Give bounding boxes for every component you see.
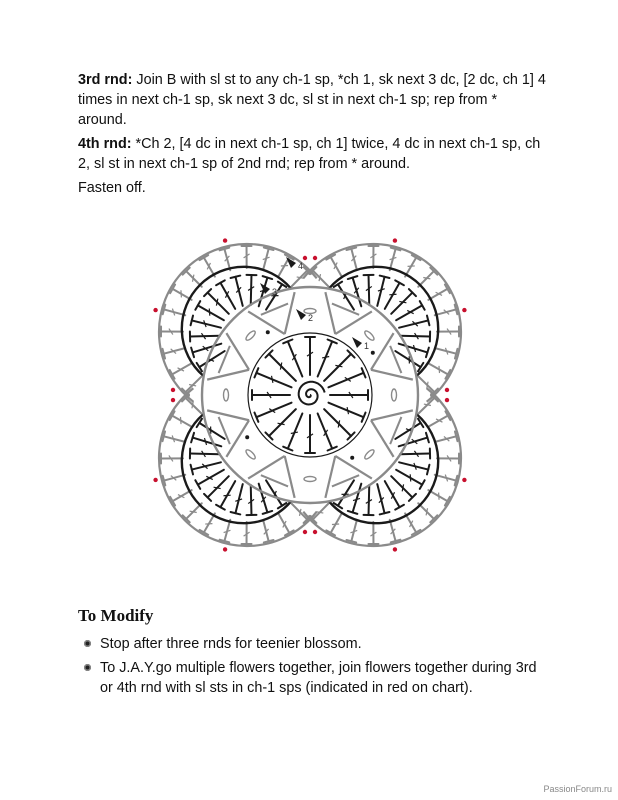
stitch-slash (402, 484, 403, 491)
cluster-bar (332, 304, 359, 315)
stitch-stem (186, 398, 202, 413)
round-3-text: Join B with sl st to any ch-1 sp, *ch 1, sk next 3 dc, [2 dc, ch 1] 4 times in next ch-1 sp, sk next 3 dc, sl st in next ch-1 sp; rep from * around. (78, 72, 546, 128)
stitch-stem (190, 454, 220, 455)
modify-item (78, 658, 548, 698)
stitch-stem (353, 278, 362, 307)
cluster-bar (261, 304, 288, 315)
to-modify-section (78, 606, 548, 702)
join-point (462, 478, 466, 482)
stitch-slash (281, 265, 288, 266)
join-point (313, 530, 317, 534)
to-modify-heading: To Modify (78, 606, 154, 625)
stitch-slash (209, 308, 210, 315)
cluster-bar (219, 417, 230, 444)
stitch-stem (328, 373, 363, 388)
stitch-stem (369, 275, 370, 305)
chain-loop (245, 448, 257, 460)
cluster-leg (207, 410, 249, 420)
stitch-bar (427, 316, 429, 326)
pattern-instructions (78, 70, 548, 202)
stitch-stem (318, 413, 333, 448)
stitch-stem (395, 423, 420, 439)
stitch-stem (198, 470, 224, 485)
join-point (223, 238, 227, 242)
stitch-slash (189, 384, 196, 385)
chain-loop (392, 389, 397, 401)
stitch-bar (191, 316, 193, 326)
stitch-slash (426, 508, 427, 515)
join-point (303, 530, 307, 534)
join-point (171, 388, 175, 392)
stitch-stem (266, 480, 282, 505)
stitch-stem (429, 416, 448, 427)
stitch-stem (400, 336, 430, 337)
stitch-stem (186, 377, 202, 392)
stitch-stem (328, 403, 363, 418)
stitch-stem (208, 476, 229, 497)
join-point (393, 547, 397, 551)
stitch-stem (390, 520, 396, 541)
stitch-stem (324, 409, 351, 436)
stitch-stem (318, 341, 333, 376)
stitch-stem (251, 485, 252, 515)
stitch-stem (190, 336, 220, 337)
chain-loop (363, 448, 375, 460)
stitch-stem (220, 481, 235, 507)
centre-spiral (299, 382, 325, 405)
stitch-slash (338, 420, 339, 427)
cluster-bar (332, 475, 359, 486)
stitch-bar (380, 512, 390, 514)
round-4-text: *Ch 2, [4 dc in next ch-1 sp, ch 1] twice, 4 dc in next ch-1 sp, ch 2, sl st in next ch-1 sp of 2nd rnd; rep from * around. (78, 136, 541, 172)
stitch-stem (391, 476, 412, 497)
stitch-bar (426, 433, 429, 443)
stitch-stem (256, 373, 291, 388)
stitch-stem (313, 504, 328, 520)
stitch-slash (389, 294, 396, 295)
cluster-leg (371, 370, 413, 380)
cluster-leg (285, 456, 295, 498)
slip-stitch-dot (350, 456, 354, 460)
stitch-stem (269, 409, 296, 436)
stitch-stem (193, 438, 222, 447)
arrow-icon (352, 337, 362, 348)
cluster-leg (325, 292, 335, 334)
stitch-stem (396, 305, 422, 320)
cluster-leg (325, 456, 335, 498)
chain-loop (363, 330, 375, 342)
stitch-bar (263, 276, 273, 279)
fasten-off-text: Fasten off. (78, 180, 146, 196)
chain-loop (224, 389, 229, 401)
stitch-stem (172, 364, 191, 375)
join-point (171, 398, 175, 402)
stitch-slash (319, 274, 320, 281)
stitch-bar (380, 276, 390, 278)
stitch-bar (191, 348, 194, 358)
round-number-label: 1 (364, 341, 370, 351)
stitch-slash (280, 363, 281, 370)
round-4-label: 4th rnd: (78, 136, 132, 152)
stitch-stem (164, 475, 185, 481)
stitch-stem (399, 320, 428, 327)
join-point (313, 256, 317, 260)
stitch-stem (353, 484, 362, 513)
join-point (393, 238, 397, 242)
bullet-icon (84, 664, 91, 671)
stitch-bar (191, 433, 194, 443)
slip-stitch-dot (245, 435, 249, 439)
stitch-stem (288, 413, 303, 448)
stitch-stem (324, 354, 351, 381)
join-point (153, 308, 157, 312)
round-number-label: 4 (298, 261, 304, 271)
modify-list (78, 634, 548, 698)
stitch-stem (224, 249, 230, 270)
stitch-slash (192, 275, 193, 282)
stitch-stem (331, 514, 342, 533)
stitch-stem (256, 403, 291, 418)
stitch-bar (191, 465, 193, 475)
stitch-bar (426, 348, 429, 358)
stitch-slash (192, 401, 193, 408)
watermark: PassionForum.ru (543, 784, 612, 794)
stitch-stem (259, 484, 268, 513)
stitch-stem (192, 462, 221, 469)
join-point (462, 308, 466, 312)
stitch-slash (335, 365, 342, 366)
stitch-stem (193, 344, 222, 353)
stitch-slash (291, 432, 298, 433)
stitch-slash (322, 357, 329, 358)
stitch-bar (231, 276, 241, 278)
stitch-stem (429, 364, 448, 375)
stitch-stem (331, 257, 342, 276)
stitch-stem (399, 344, 428, 353)
cluster-bar (219, 346, 230, 373)
join-point (445, 388, 449, 392)
stitch-slash (278, 423, 285, 424)
join-point (445, 398, 449, 402)
stitch-stem (279, 514, 290, 533)
stitch-stem (419, 398, 435, 413)
chain-loop (304, 477, 316, 482)
stitch-stem (395, 351, 420, 367)
round-3-instruction (78, 70, 548, 130)
stitch-bar (348, 276, 358, 279)
modify-item (78, 634, 548, 654)
round-number-label: 3 (272, 287, 278, 297)
stitch-stem (400, 454, 430, 455)
stitch-stem (399, 438, 428, 447)
round-1-stitches (248, 333, 372, 457)
stitch-stem (419, 377, 435, 392)
stitch-stem (385, 283, 400, 309)
stitch-bar (427, 465, 429, 475)
slip-stitch-dot (266, 330, 270, 334)
stitch-stem (172, 416, 191, 427)
stitch-bar (348, 511, 358, 514)
stitch-stem (199, 423, 224, 439)
bullet-icon (84, 640, 91, 647)
cluster-leg (207, 370, 249, 380)
round-number-label: 2 (308, 313, 314, 323)
stitch-slash (272, 376, 273, 383)
stitch-stem (338, 284, 354, 309)
stitch-slash (223, 495, 230, 496)
stitch-stem (198, 305, 224, 320)
stitch-stem (288, 341, 303, 376)
stitch-slash (180, 417, 181, 424)
cluster-bar (390, 346, 401, 373)
stitch-slash (410, 474, 411, 481)
stitch-slash (214, 487, 221, 488)
stitch-slash (332, 524, 339, 525)
stitch-stem (292, 271, 307, 287)
crochet-chart (120, 205, 500, 585)
stitch-stem (338, 480, 354, 505)
stitch-stem (435, 309, 456, 315)
stitch-stem (235, 277, 242, 306)
join-point (303, 256, 307, 260)
stitch-stem (220, 283, 235, 309)
cluster-leg (285, 292, 295, 334)
cluster-bar (261, 475, 288, 486)
stitch-slash (423, 277, 430, 278)
stitch-slash (439, 366, 440, 373)
stitch-slash (399, 301, 406, 302)
join-point (223, 547, 227, 551)
stitch-stem (251, 275, 252, 305)
stitch-stem (369, 485, 370, 515)
stitch-slash (424, 404, 431, 405)
join-point (153, 478, 157, 482)
stitch-bar (263, 511, 273, 514)
stitch-stem (391, 293, 412, 314)
cluster-bar (390, 417, 401, 444)
stitch-stem (377, 484, 384, 513)
stitch-slash (299, 509, 300, 516)
stitch-stem (269, 354, 296, 381)
stitch-bar (231, 512, 241, 514)
cluster-leg (371, 410, 413, 420)
stitch-stem (385, 481, 400, 507)
stitch-stem (313, 271, 328, 287)
stitch-stem (208, 293, 229, 314)
stitch-stem (396, 470, 422, 485)
round-4-instruction (78, 134, 548, 174)
stitch-slash (216, 299, 217, 306)
modify-item-text: To J.A.Y.go multiple flowers together, join flowers together during 3rd or 4th rnd with sl sts in ch-1 sps (indicated in red on chart). (100, 660, 537, 696)
stitch-slash (347, 407, 348, 414)
stitch-stem (199, 351, 224, 367)
stitch-stem (292, 504, 307, 520)
round-3-label: 3rd rnd: (78, 72, 133, 88)
slip-stitch-dot (371, 351, 375, 355)
chain-loop (245, 330, 257, 342)
modify-item-text: Stop after three rnds for teenier blossom. (100, 636, 362, 652)
stitch-slash (190, 511, 197, 512)
